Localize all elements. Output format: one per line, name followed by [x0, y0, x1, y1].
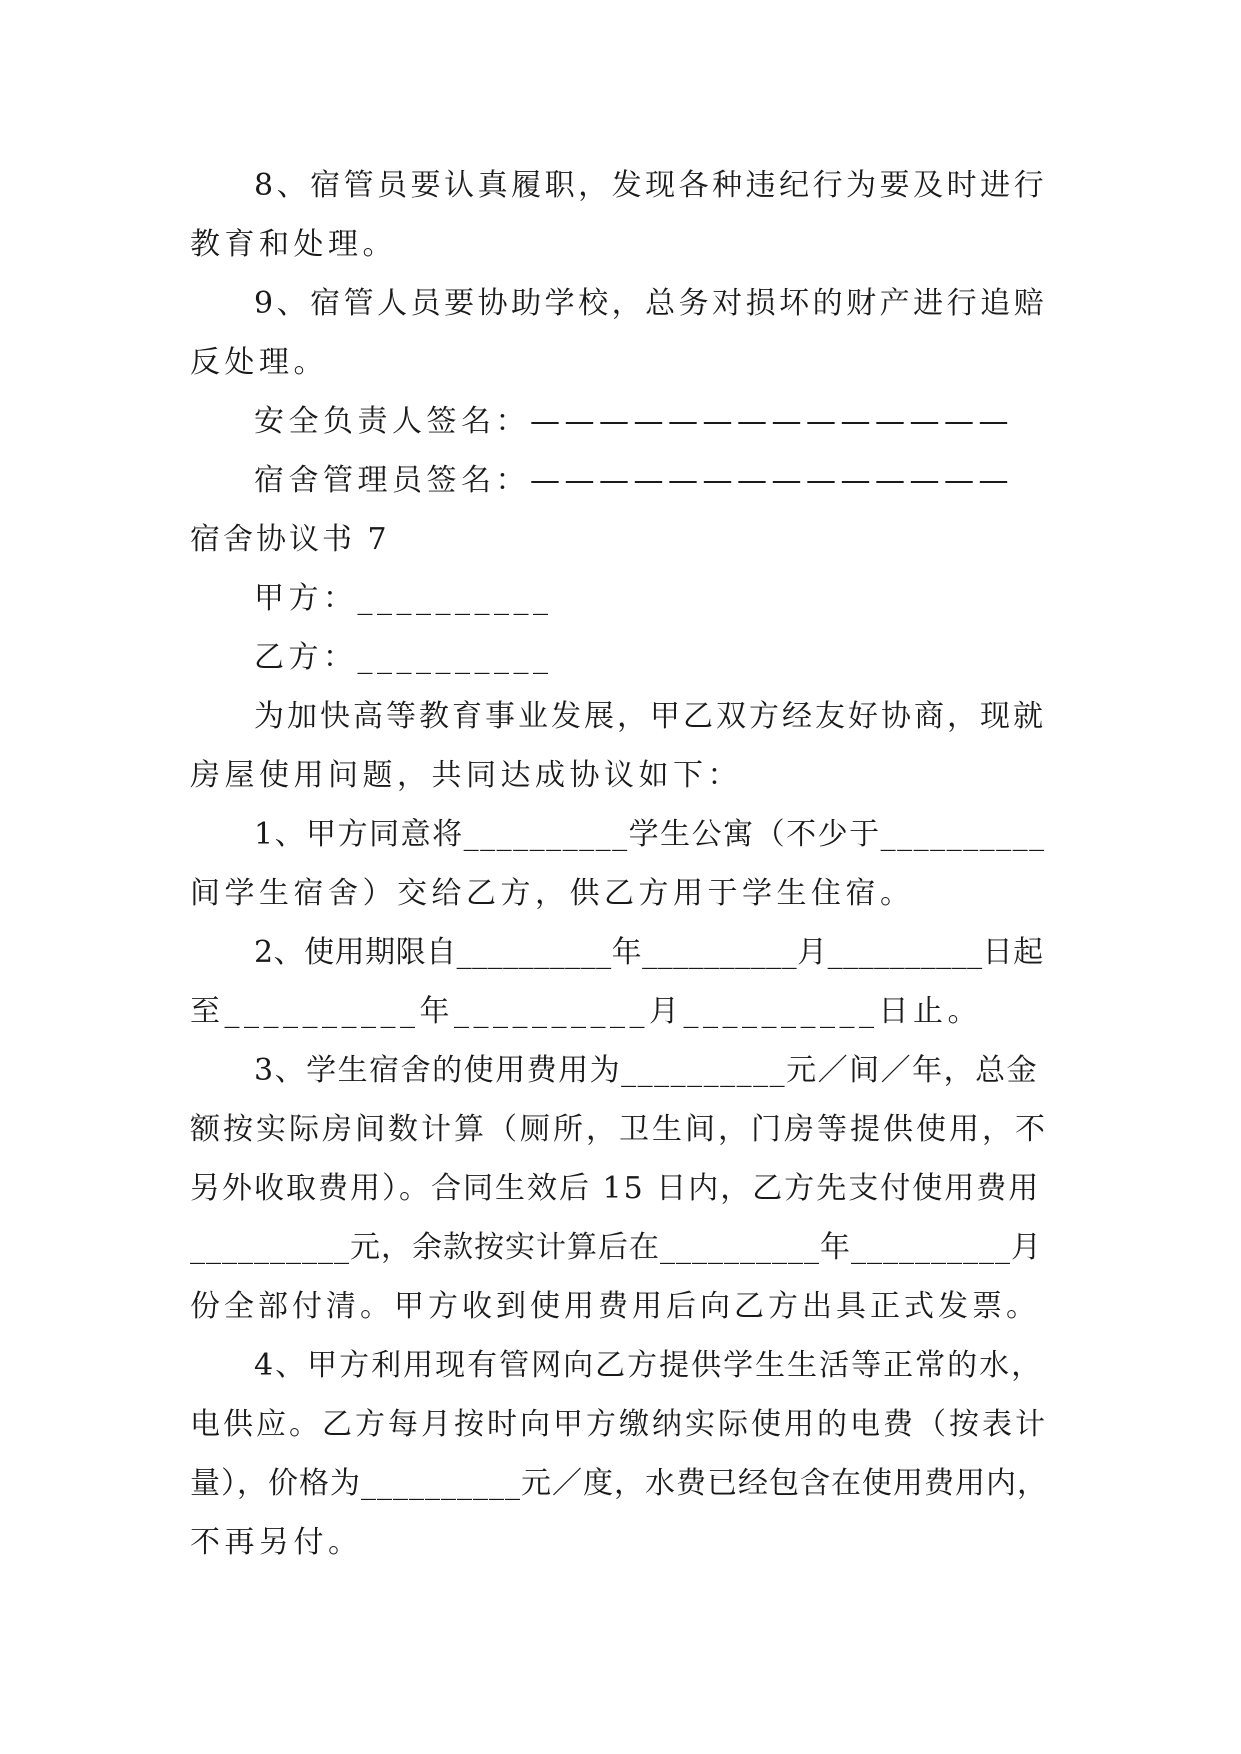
document-line: __________元，余款按实计算后在__________年__________月 [190, 1230, 1042, 1265]
document-line: 2、使用期限自__________年__________月__________日起 [254, 935, 1044, 970]
document-line: 房屋使用问题，共同达成协议如下： [190, 758, 742, 793]
document-line: 份全部付清。甲方收到使用费用后向乙方出具正式发票。 [190, 1289, 1040, 1324]
document-line: 电供应。乙方每月按时向甲方缴纳实际使用的电费（按表计 [190, 1407, 1048, 1442]
document-line: 乙方：__________ [254, 640, 553, 675]
document-line: 量），价格为__________元／度，水费已经包含在使用费用内， [190, 1466, 1048, 1501]
document-line: 安全负责人签名：—————————————— [254, 404, 1013, 439]
document-line: 教育和处理。 [190, 227, 397, 262]
document-line: 为加快高等教育事业发展，甲乙双方经友好协商，现就 [254, 699, 1046, 734]
document-line: 8、宿管员要认真履职，发现各种违纪行为要及时进行 [254, 168, 1048, 203]
document-line: 3、学生宿舍的使用费用为__________元／间／年，总金 [254, 1053, 1039, 1088]
document-line: 反处理。 [190, 345, 328, 380]
document-line: 额按实际房间数计算（厕所，卫生间，门房等提供使用，不 [190, 1112, 1048, 1147]
document-line: 4、甲方利用现有管网向乙方提供学生生活等正常的水， [254, 1348, 1044, 1383]
document-line: 间学生宿舍）交给乙方，供乙方用于学生住宿。 [190, 876, 915, 911]
document-line: 1、甲方同意将__________学生公寓（不少于__________ [254, 817, 1046, 852]
document-line: 9、宿管人员要协助学校，总务对损坏的财产进行追赔 [254, 286, 1048, 321]
document-line: 另外收取费用）。合同生效后 15 日内，乙方先支付使用费用 [190, 1171, 1041, 1206]
document-line: 不再另付。 [190, 1525, 363, 1560]
section-heading: 宿舍协议书 7 [190, 522, 390, 557]
document-body [190, 156, 1050, 1572]
document-line: 至__________年__________月__________日止。 [190, 994, 982, 1029]
document-line: 甲方：__________ [254, 581, 553, 616]
document-line: 宿舍管理员签名：—————————————— [254, 463, 1013, 498]
